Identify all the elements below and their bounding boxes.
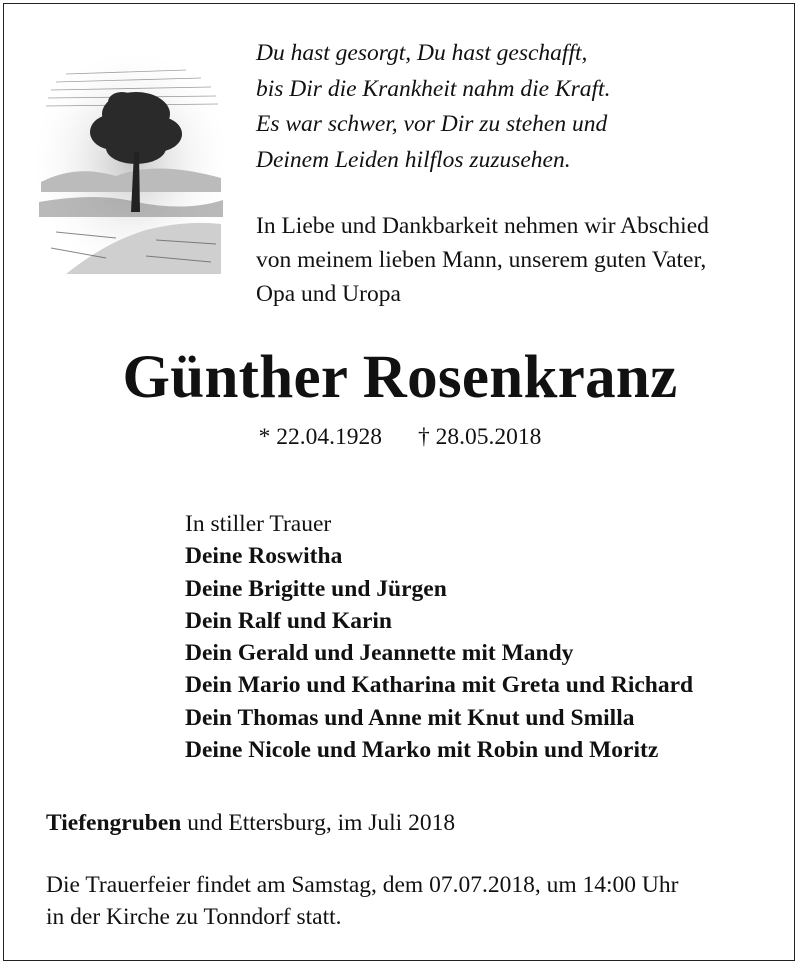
mourning-lead: In stiller Trauer	[185, 511, 332, 537]
funeral-line: in der Kirche zu Tonndorf statt.	[46, 904, 342, 930]
funeral-line: Die Trauerfeier findet am Samstag, dem 07.07.2018, um 14:00 Uhr	[46, 872, 679, 898]
mourner-family: Deine Roswitha	[185, 543, 343, 570]
intro-line: In Liebe und Dankbarkeit nehmen wir Abschied	[256, 213, 709, 239]
mourners-list	[185, 508, 693, 766]
funeral-info	[46, 869, 678, 933]
poem-line: Du hast gesorgt, Du hast geschafft,	[256, 40, 588, 66]
tree-landscape-icon	[36, 52, 226, 274]
mourner-family: Dein Gerald und Jeannette mit Mandy	[185, 640, 574, 667]
mourner-family: Dein Mario und Katharina mit Greta und Richard	[185, 672, 694, 699]
mourner-family: Dein Ralf und Karin	[185, 607, 392, 634]
birth-date: * 22.04.1928	[258, 424, 382, 450]
deceased-name: Günther Rosenkranz	[122, 344, 678, 411]
life-dates	[0, 420, 800, 454]
poem-line: Deinem Leiden hilflos zuzusehen.	[256, 146, 571, 173]
mourner-family: Dein Thomas und Anne mit Knut und Smilla	[185, 704, 635, 731]
death-date: † 28.05.2018	[418, 424, 542, 450]
mourner-family: Deine Nicole und Marko mit Robin und Moritz	[185, 737, 659, 764]
place-town: Tiefengruben	[46, 810, 182, 836]
place-date-line	[46, 806, 455, 840]
intro-line: Opa und Uropa	[256, 281, 401, 307]
place-rest: und Ettersburg, im Juli 2018	[181, 810, 456, 836]
intro-line: von meinem lieben Mann, unserem guten Vater,	[256, 247, 707, 273]
farewell-intro	[256, 209, 709, 311]
poem-line: bis Dir die Krankheit nahm die Kraft.	[256, 75, 611, 102]
poem-line: Es war schwer, vor Dir zu stehen und	[256, 111, 608, 137]
poem-verse	[256, 36, 610, 178]
mourner-family: Deine Brigitte und Jürgen	[185, 575, 447, 602]
